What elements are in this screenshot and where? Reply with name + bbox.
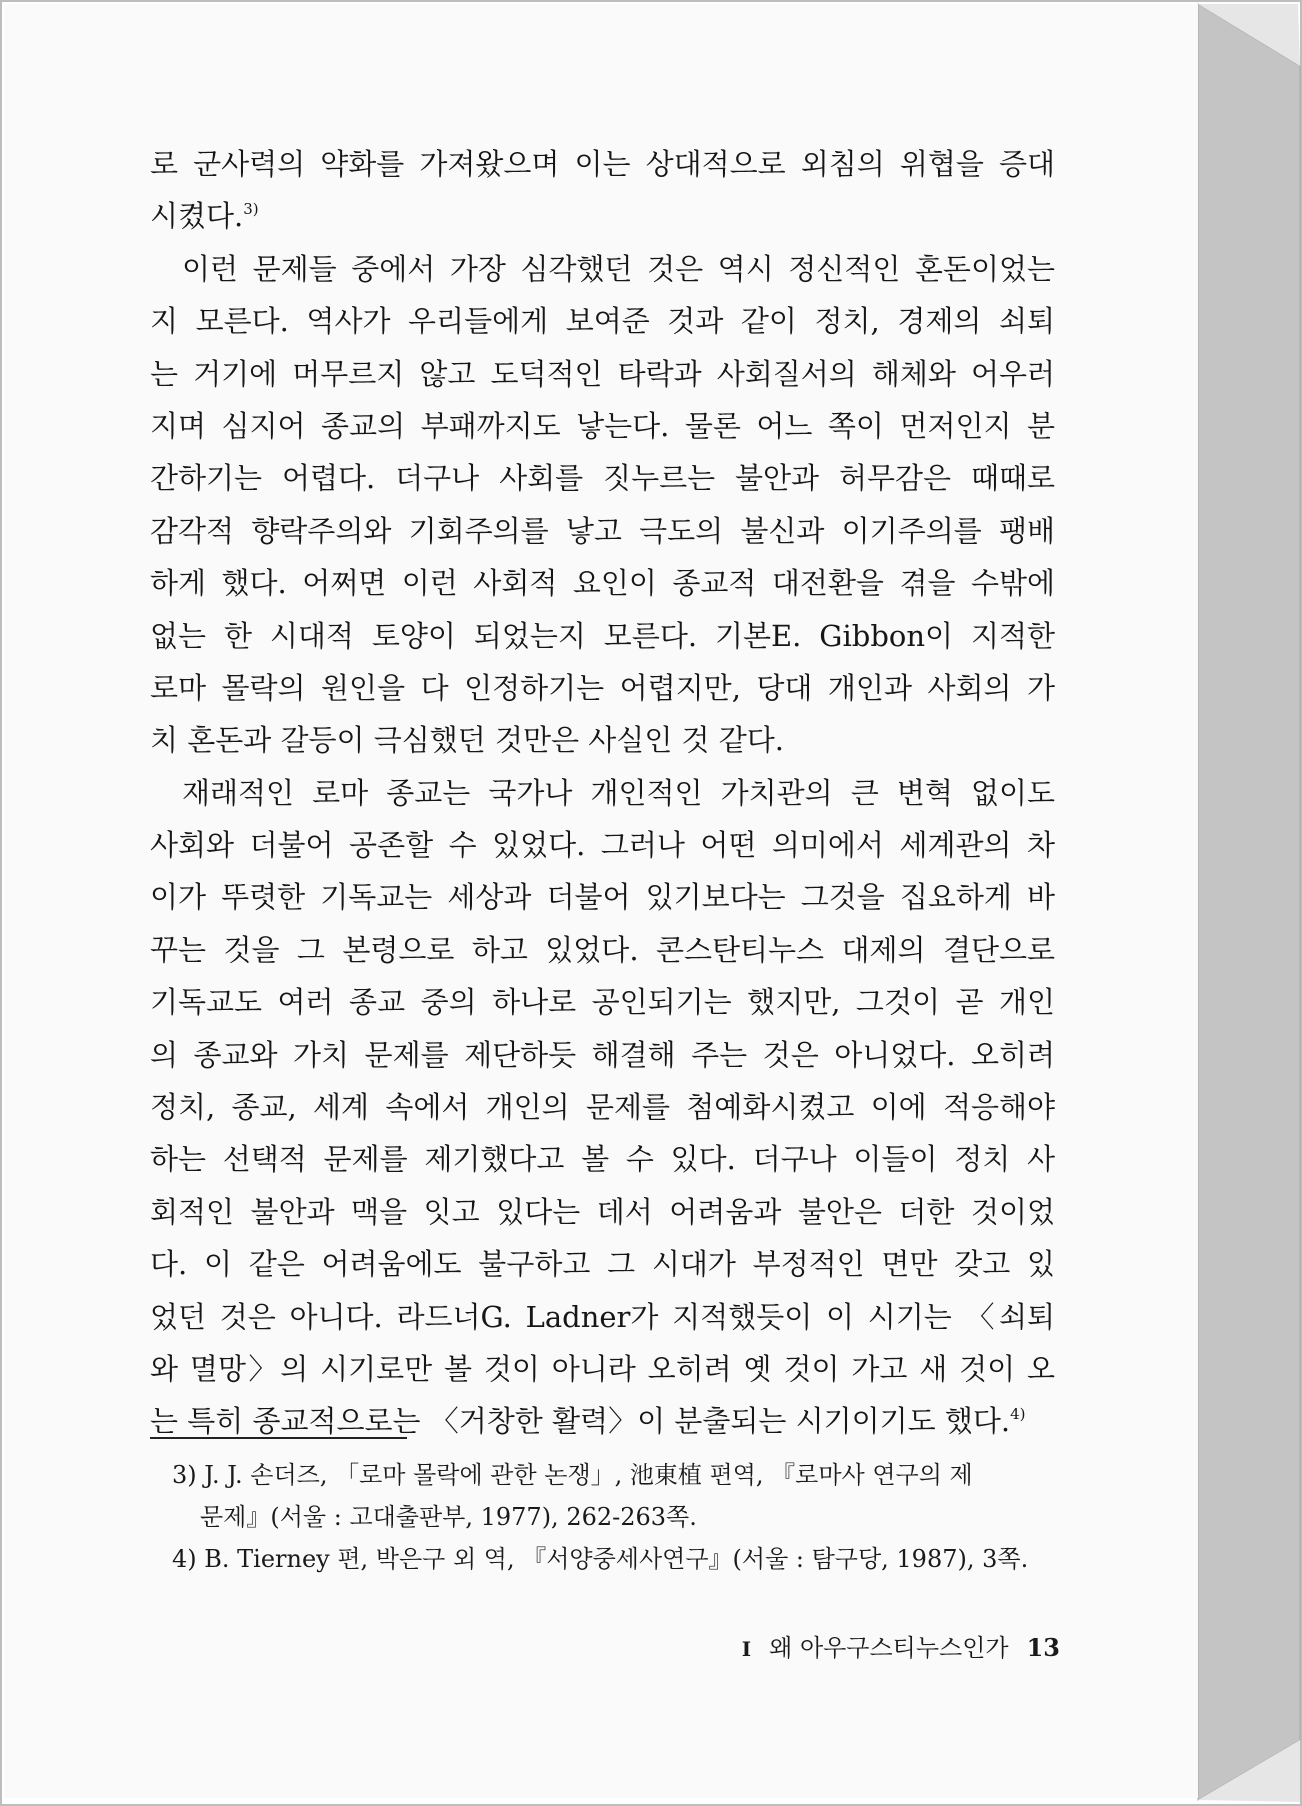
chapter-title: 왜 아우구스티누스인가: [769, 1634, 1009, 1662]
text-line: 감각적 향락주의와 기회주의를 낳고 극도의 불신과 이기주의를 팽배: [150, 513, 1055, 548]
text-line: 없는 한 시대적 토양이 되었는지 모른다. 기본E. Gibbon이 지적한: [150, 618, 1055, 653]
footnote-ref-4: 4): [1010, 1405, 1026, 1424]
text-line: 치 혼돈과 갈등이 극심했던 것만은 사실인 것 같다.: [150, 723, 785, 758]
paragraph-first-line: 이런 문제들 중에서 가장 심각했던 것은 역시 정신적인 혼돈이었는: [182, 251, 1055, 286]
text-line: 는 거기에 머무르지 않고 도덕적인 타락과 사회질서의 해체와 어우러: [150, 356, 1055, 391]
footnote-3-continuation: 문제』(서울 : 고대출판부, 1977), 262-263쪽.: [200, 1503, 697, 1531]
text-line: 사회와 더불어 공존할 수 있었다. 그러나 어떤 의미에서 세계관의 차: [150, 828, 1055, 863]
footnotes: [172, 1454, 1057, 1580]
running-footer: [670, 1628, 1060, 1663]
text-line: 로 군사력의 약화를 가져왔으며 이는 상대적으로 외침의 위협을 증대: [150, 147, 1055, 181]
book-side-face: [1198, 4, 1300, 1800]
text-line: 꾸는 것을 그 본령으로 하고 있었다. 콘스탄티누스 대제의 결단으로: [150, 932, 1055, 967]
text-line: 회적인 불안과 맥을 잇고 있다는 데서 어려움과 불안은 더한 것이었: [150, 1194, 1055, 1229]
text-line: 지며 심지어 종교의 부패까지도 낳는다. 물론 어느 쪽이 먼저인지 분: [150, 408, 1055, 443]
text-line: 지 모른다. 역사가 우리들에게 보여준 것과 같이 정치, 경제의 쇠퇴: [150, 304, 1055, 339]
text-line: 하게 했다. 어쩌면 이런 사회적 요인이 종교적 대전환을 겪을 수밖에: [150, 566, 1055, 601]
text-line: 정치, 종교, 세계 속에서 개인의 문제를 첨예화시켰고 이에 적응해야: [150, 1090, 1055, 1125]
footnote-ref-3: 3): [243, 200, 259, 219]
text-line: 로마 몰락의 원인을 다 인정하기는 어렵지만, 당대 개인과 사회의 가: [150, 670, 1055, 705]
text-line: [150, 190, 1055, 242]
text-line: 와 멸망〉의 시기로만 볼 것이 아니라 오히려 옛 것이 가고 새 것이 오: [150, 1351, 1055, 1386]
text-line: 다. 이 같은 어려움에도 불구하고 그 시대가 부정적인 면만 갖고 있: [150, 1247, 1055, 1282]
footnote-3: 3) J. J. 손더즈, 「로마 몰락에 관한 논쟁」, 池東植 편역, 『로마사 연구의 제: [172, 1461, 973, 1489]
text-line: 기독교도 여러 종교 중의 하나로 공인되기는 했지만, 그것이 곧 개인: [150, 985, 1055, 1020]
text-line: 의 종교와 가치 문제를 제단하듯 해결해 주는 것은 아니었다. 오히려: [150, 1037, 1055, 1072]
text-line: 었던 것은 아니다. 라드너G. Ladner가 지적했듯이 이 시기는 〈쇠퇴: [150, 1299, 1055, 1334]
text-line-content: 시켰다.: [150, 199, 244, 234]
paragraph-first-line: 재래적인 로마 종교는 국가나 개인적인 가치관의 큰 변혁 없이도: [182, 775, 1055, 810]
text-line: 간하기는 어렵다. 더구나 사회를 짓누르는 불안과 허무감은 때때로: [150, 461, 1055, 496]
footnote-rule: [150, 1437, 407, 1439]
text-line: 이가 뚜렷한 기독교는 세상과 더불어 있기보다는 그것을 집요하게 바: [150, 880, 1055, 915]
body-text: [150, 138, 1055, 1448]
text-line: [150, 1395, 1055, 1447]
footnote-4: 4) B. Tierney 편, 박은구 외 역, 『서양중세사연구』(서울 : 탐구당, 1987), 3쪽.: [172, 1545, 1029, 1573]
text-line-content: 는 특히 종교적으로는 〈거창한 활력〉이 분출되는 시기이기도 했다.: [150, 1404, 1011, 1439]
section-number: I: [741, 1637, 752, 1661]
page-number: 13: [1026, 1633, 1060, 1662]
text-line: 하는 선택적 문제를 제기했다고 볼 수 있다. 더구나 이들이 정치 사: [150, 1142, 1055, 1177]
